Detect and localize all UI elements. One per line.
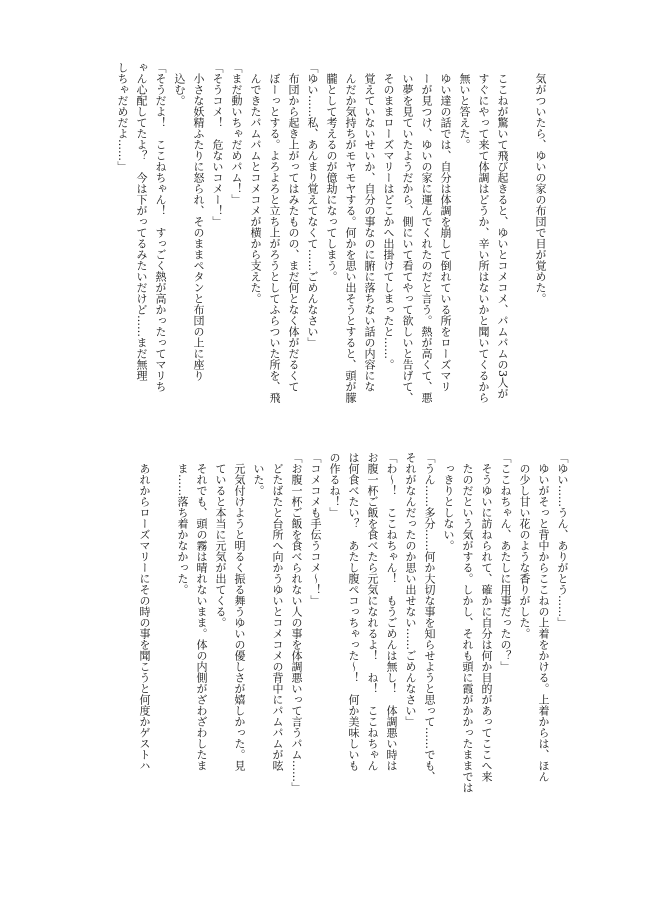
paragraph: どたばたと台所へ向かうゆいとコメコメの背中にパムパムが呟 いた。 — [252, 463, 284, 771]
paragraph: 「そうコメ！ 危ないコメー！」 — [211, 62, 224, 227]
paragraph: 気がついたら、ゆいの家の布団で目が覚めた。 — [534, 73, 547, 304]
paragraph: 「コメコメも手伝うコメ〜！」 — [309, 452, 322, 606]
paragraph: 「うん……多分……何か大切な事を知らせようと思って……でも、 それがなんだったのか思い出せない……ごめんなさい」 — [404, 452, 436, 782]
paragraph: 元気付けようと明るく振る舞うゆいの優しさが嬉しかった。見 ていると本当に元気が出てくる。 — [214, 463, 246, 771]
paragraph — [512, 62, 531, 467]
paragraph: 「ゆい……私、あんまり覚えてなくて……ごめんなさい」 — [306, 62, 319, 348]
paragraph: 「ここねちゃん、あたしに用事だったの？」 — [499, 452, 512, 672]
paragraph: ここねが驚いて飛び起きると、ゆいとコメコメ、パムパムの3人が すぐにやって来て体調はどうか、辛い所はないかと聞いてくるから 無いと答えた。 — [458, 73, 509, 403]
paragraph: ゆいがそっと背中からここねの上着をかける。上着からは、ほん の少し甘い花のような香りがした。 — [518, 463, 550, 782]
paragraph: 「ゆい……うん、ありがとう……」 — [556, 452, 569, 628]
paragraph: 「そうだよ！ ここねちゃん！ すっごく熱が高かったってマリち ゃん心配してたよ？ 今は下がってるみたいだけど……まだ無理 しちゃだめだよ……」 — [116, 62, 167, 392]
paragraph: それでも、頭の霧は晴れないまま。体の内側がざわざわしたま ま……落ち着かなかった。 — [176, 463, 208, 771]
paragraph: 「わ〜！ ここねちゃん！ もうごめんは無し！ 体調悪い時は お腹一杯ご飯を食べたら元気になれるよ！ ね！ ここねちゃん は何食べたい？ あたし腹ペコっちゃった〜！ 何か美味しいも の作るね！」 — [328, 452, 398, 771]
paragraph: ゆい達の話では、自分は体調を崩して倒れている所をローズマリ ーが見つけ、ゆいの家に運んでくれたのだと言う。熱が高くて、悪 い夢を見ていたようだから、側にいて看てやって欲しいと告げて、 そのままローズマリーはどこかへ出掛けてしまったと……。 — [382, 73, 452, 403]
paragraph: そうゆいに訪ねられて、確かに自分は何か目的があってここへ来 たのだという気がする。しかし、それも頭に霞がかかったままでは っきりとしない。 — [442, 463, 493, 793]
paragraph — [154, 452, 173, 852]
paragraph: あれからローズマリーにその時の事を聞こうと何度かゲストハ — [138, 463, 151, 771]
paragraph: 小さな妖精ふたりに怒られ、そのままペタンと布団の上に座り 込む。 — [173, 73, 205, 381]
top-text-block — [55, 62, 550, 467]
paragraph: 「お腹一杯ご飯を食べられない人の事を体調悪いって言うパム……」 — [290, 452, 303, 793]
paragraph: 覚えていないせいか、自分の事なのに腑に落ちない話の内容にな んだか気持ちがモヤモヤする。何かを思い出そうとすると、頭が朦 朧として考えるのが億劫になってしまう。 — [325, 73, 376, 403]
paragraph: 「まだ動いちゃだめパム！」 — [230, 62, 243, 205]
paragraph: 布団から起き上がってはみたものの、まだ何となく体がだるくて ぼーっとする。よろよろと立ち上がろうとしてふらついた所を、飛 んできたパムパムとコメコメが横から支えた。 — [249, 73, 300, 403]
bottom-text-block — [62, 452, 572, 852]
